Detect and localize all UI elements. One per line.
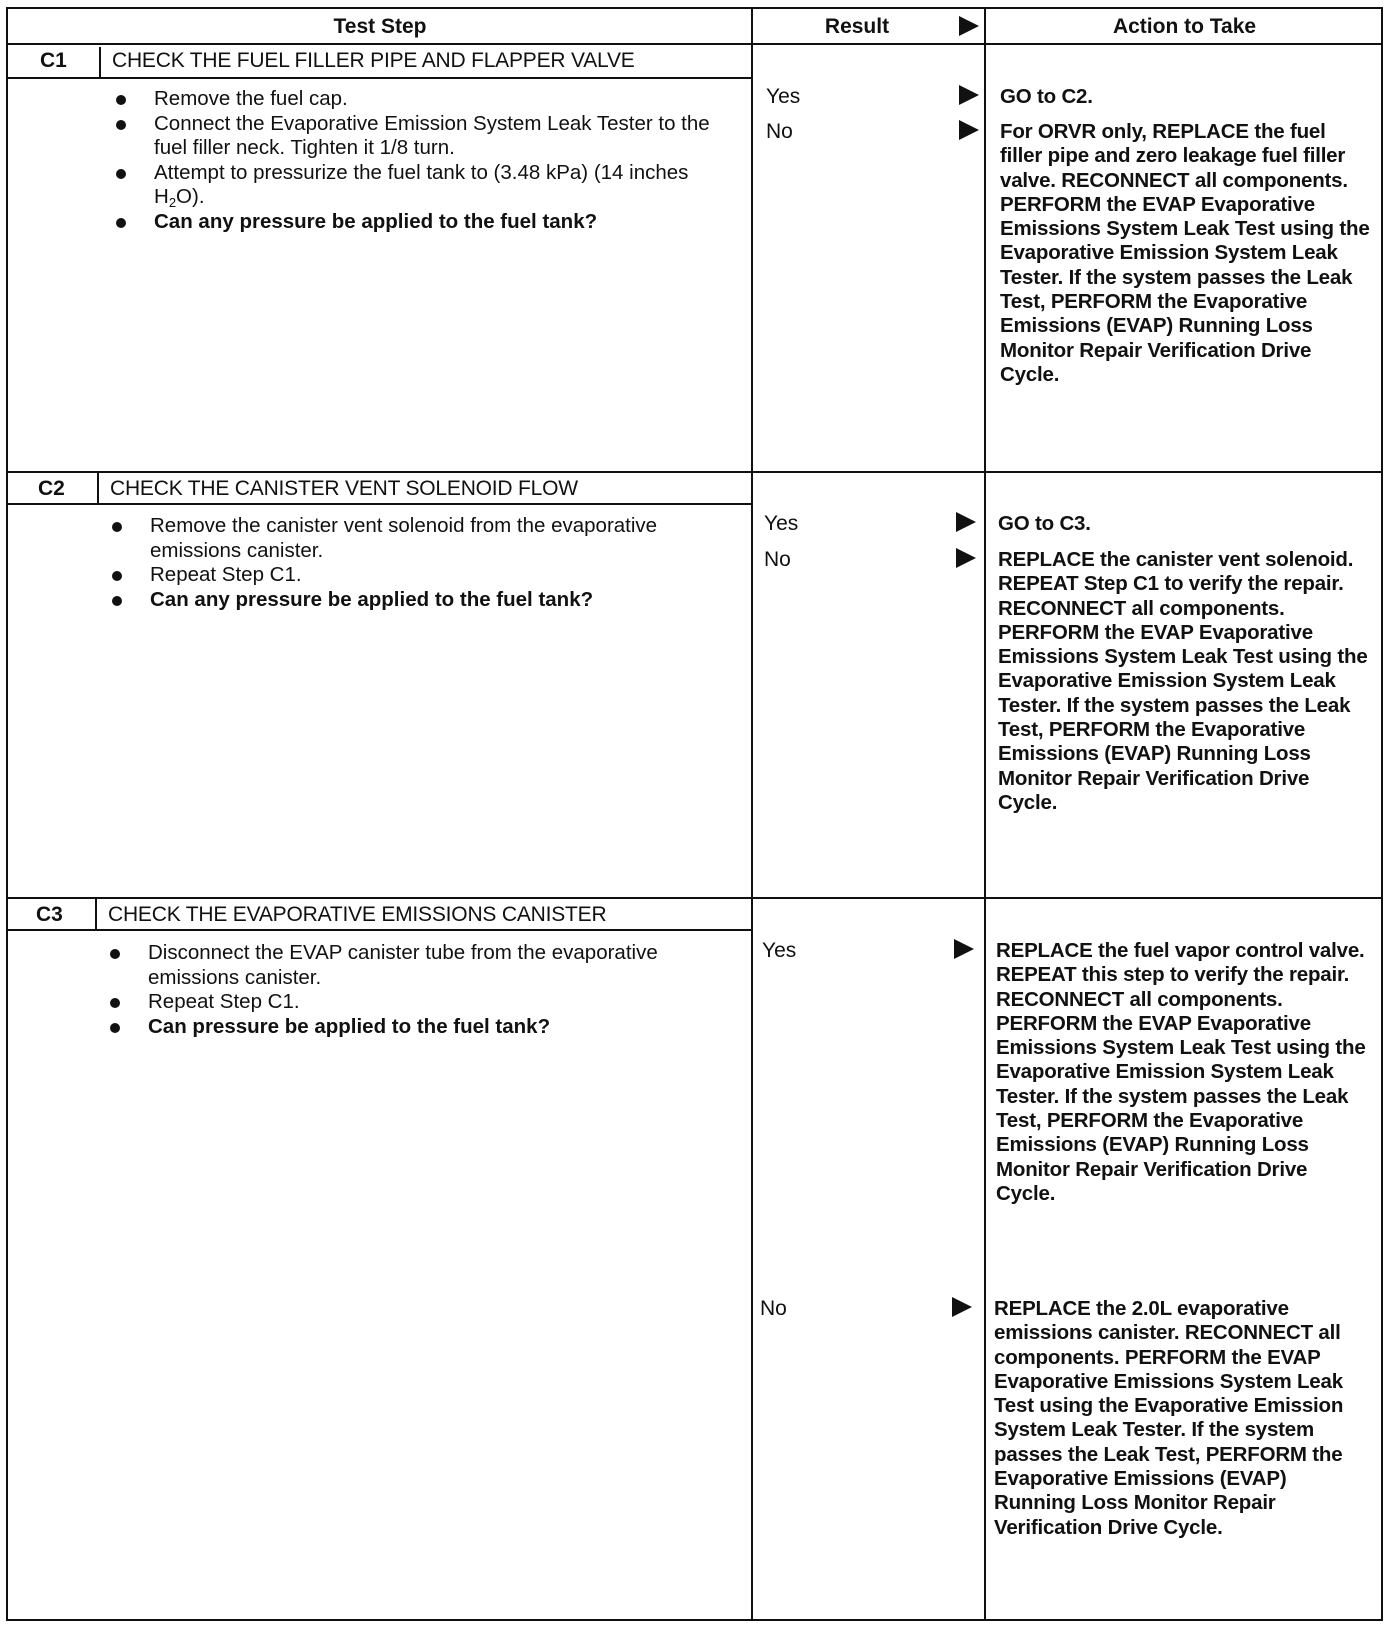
step-id-divider: [97, 473, 99, 503]
step-title-rule: [8, 929, 752, 931]
step-checklist: [112, 87, 712, 234]
header-rule: [8, 43, 1383, 45]
result-arrow-icon: [956, 512, 976, 532]
step-title-rule: [8, 77, 752, 79]
header-result: Result: [824, 15, 890, 38]
checklist-item: Attempt to pressurize the fuel tank to (3.48 kPa) (14 inches $H_2O$).: [112, 161, 712, 210]
column-divider-result: [751, 9, 753, 1619]
step-id: C2: [38, 477, 65, 500]
action-text: For ORVR only, REPLACE the fuel filler pipe and zero leakage fuel filler valve. RECONNECT all components. PERFORM the EVAP Evaporative Emissions System Leak Test using the Evaporative Emission System Leak Tester. If the system passes the Leak Test, PERFORM the Evaporative Emissions (EVAP) Running Loss Monitor Repair Verification Drive Cycle.: [1000, 120, 1370, 386]
step-title-rule: [8, 503, 752, 505]
result-yes: Yes: [766, 85, 801, 108]
action-text: GO to C3.: [998, 512, 1091, 535]
checklist-question: Can any pressure be applied to the fuel tank?: [112, 210, 712, 235]
section-divider: [8, 897, 1383, 899]
action-text: REPLACE the 2.0L evaporative emissions canister. RECONNECT all components. PERFORM the EVAP Evaporative Emissions System Leak Test using the Evaporative Emission System Leak Tester. If the system passes the Leak Test, PERFORM the Evaporative Emissions (EVAP) Running Loss Monitor Repair Verification Drive Cycle.: [994, 1297, 1344, 1539]
checklist-question: Can pressure be applied to the fuel tank?: [106, 1015, 706, 1040]
result-arrow-icon: [954, 939, 974, 959]
checklist-item: Repeat Step C1.: [108, 563, 708, 588]
step-id: C1: [40, 49, 67, 72]
diagnostic-table: [6, 7, 1383, 1621]
step-checklist: [108, 514, 708, 612]
checklist-item: Repeat Step C1.: [106, 990, 706, 1015]
step-id: C3: [36, 903, 63, 926]
result-no: No: [764, 548, 791, 571]
action-text: GO to C2.: [1000, 85, 1093, 108]
checklist-item: Remove the fuel cap.: [112, 87, 712, 112]
result-arrow-icon: [959, 85, 979, 105]
header-arrow-icon: [959, 16, 979, 36]
step-id-divider: [95, 899, 97, 929]
checklist-item: Connect the Evaporative Emission System Leak Tester to the fuel filler neck. Tighten it 1/8 turn.: [112, 112, 712, 161]
section-divider: [8, 471, 1383, 473]
action-text: REPLACE the canister vent solenoid. REPEAT Step C1 to verify the repair. RECONNECT all components. PERFORM the EVAP Evaporative Emissions System Leak Test using the Evaporative Emission System Leak Tester. If the system passes the Leak Test, PERFORM the Evaporative Emissions (EVAP) Running Loss Monitor Repair Verification Drive Cycle.: [998, 548, 1368, 814]
step-title: CHECK THE EVAPORATIVE EMISSIONS CANISTER: [108, 903, 607, 926]
result-arrow-icon: [956, 548, 976, 568]
step-checklist: [106, 941, 706, 1039]
checklist-item: Remove the canister vent solenoid from the evaporative emissions canister.: [108, 514, 708, 563]
step-title: CHECK THE CANISTER VENT SOLENOID FLOW: [110, 477, 578, 500]
result-no: No: [760, 1297, 787, 1320]
checklist-item: Disconnect the EVAP canister tube from the evaporative emissions canister.: [106, 941, 706, 990]
result-arrow-icon: [959, 120, 979, 140]
result-no: No: [766, 120, 793, 143]
checklist-question: Can any pressure be applied to the fuel tank?: [108, 588, 708, 613]
column-divider-action: [984, 9, 986, 1619]
step-id-divider: [99, 47, 101, 77]
result-arrow-icon: [952, 1297, 972, 1317]
result-yes: Yes: [762, 939, 797, 962]
result-yes: Yes: [764, 512, 799, 535]
step-title: CHECK THE FUEL FILLER PIPE AND FLAPPER VALVE: [112, 49, 635, 72]
action-text: REPLACE the fuel vapor control valve. REPEAT this step to verify the repair. RECONNECT all components. PERFORM the EVAP Evaporative Emissions System Leak Test using the Evaporative Emission System Leak Tester. If the system passes the Leak Test, PERFORM the Evaporative Emissions (EVAP) Running Loss Monitor Repair Verification Drive Cycle.: [996, 939, 1366, 1205]
header-action: Action to Take: [1112, 15, 1257, 38]
header-test-step: Test Step: [333, 15, 427, 38]
